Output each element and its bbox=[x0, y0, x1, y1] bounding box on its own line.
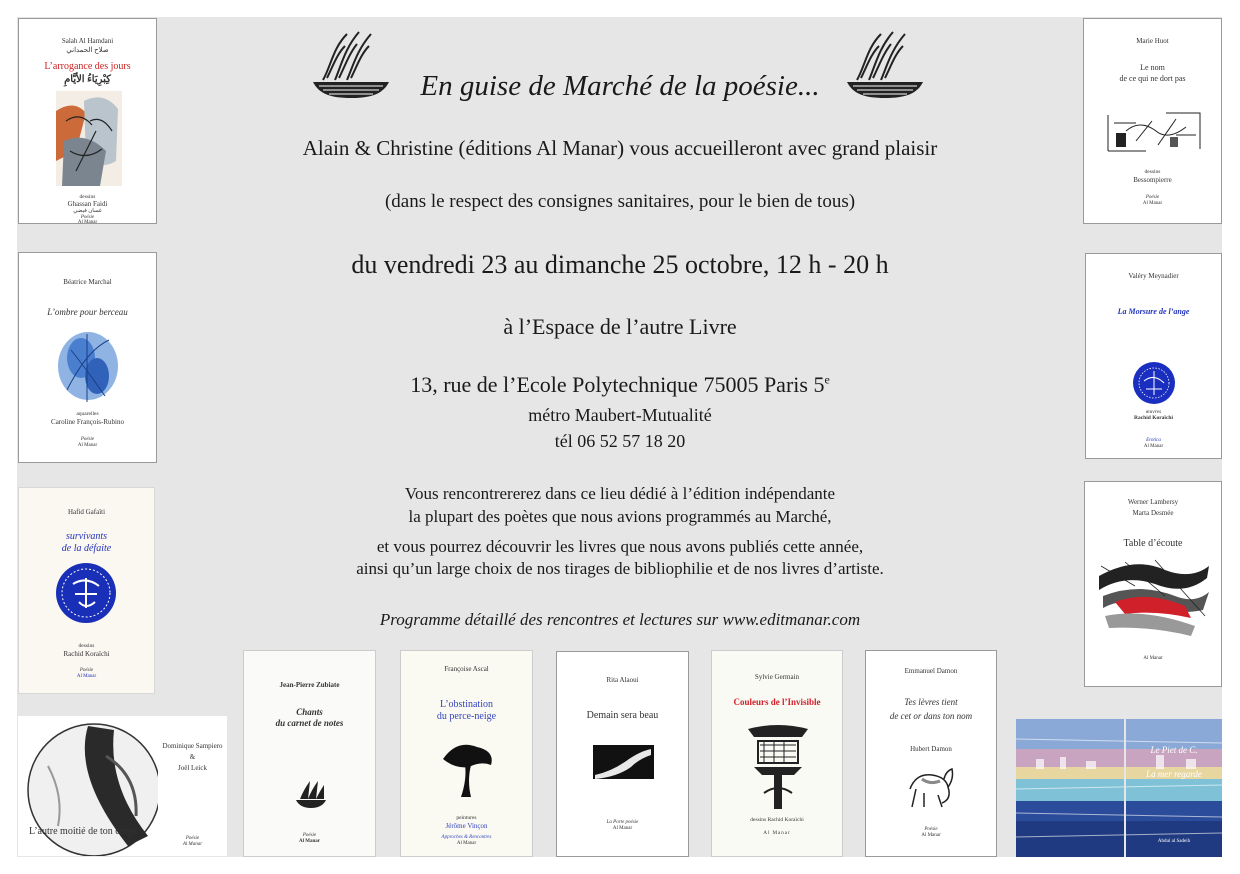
book-artist: Rachid Koraïchi bbox=[63, 650, 110, 658]
book-cover-autre-moitie bbox=[18, 716, 227, 856]
description-line-4: ainsi qu’un large choix de nos tirages de bibliophilie et de nos livres d’artiste. bbox=[356, 559, 884, 578]
book-artist: Bessompierre bbox=[1133, 176, 1172, 184]
book-artist: Abdul al Sadeih bbox=[1157, 839, 1191, 844]
book-publisher: Al Manar bbox=[299, 839, 320, 844]
illustration-faces bbox=[56, 91, 122, 186]
illustration-blue-watercolor bbox=[57, 330, 119, 406]
book-publisher: Al Manar bbox=[1143, 656, 1163, 661]
illustration-black-tree bbox=[437, 739, 497, 799]
book-title-arabic: كِبْرِيَاءُ الأيَّامِ bbox=[64, 74, 111, 85]
book-title: La Morsure de l’ange bbox=[1117, 307, 1190, 316]
book-artist-arabic: غسان فيضي bbox=[73, 208, 102, 214]
book-publisher: Al Manar bbox=[921, 833, 941, 838]
book-credit: dessins bbox=[1144, 169, 1161, 175]
book-series: Poésie bbox=[302, 833, 317, 838]
metro-line: métro Maubert-Mutualité bbox=[528, 405, 712, 425]
book-title-line-2: du carnet de notes bbox=[275, 718, 344, 728]
illustration-ink-sketch bbox=[1106, 111, 1202, 155]
book-publisher: Al Manar bbox=[612, 826, 633, 831]
book-publisher: Al Manar bbox=[1142, 201, 1163, 206]
book-author-arabic: صلاح الحمداني bbox=[66, 46, 109, 54]
event-dates: du vendredi 23 au dimanche 25 octobre, 12 h - 20 h bbox=[351, 250, 889, 279]
book-series: Approches & Rencontres bbox=[441, 835, 492, 840]
book-title-line-2: de cet or dans ton nom bbox=[889, 711, 973, 721]
book-cover-obstination bbox=[400, 650, 533, 857]
hosts-line: Alain & Christine (éditions Al Manar) vous accueilleront avec grand plaisir bbox=[302, 136, 938, 160]
book-credit: aquarelles bbox=[76, 411, 99, 417]
book-author: Salah Al Hamdani bbox=[61, 37, 114, 45]
address-sup: e bbox=[824, 372, 830, 387]
book-title-line-2: du perce-neige bbox=[436, 711, 497, 722]
book-title-line-1: Le nom bbox=[1140, 63, 1165, 72]
book-author-1: Dominique Sampiero bbox=[162, 742, 223, 750]
book-author: Marie Huot bbox=[1136, 37, 1169, 45]
book-title-line-1: Chants bbox=[296, 707, 323, 717]
book-publisher: Al Manar bbox=[763, 831, 791, 836]
book-author-separator: & bbox=[189, 753, 196, 761]
illustration-totem bbox=[744, 723, 812, 811]
illustration-blue-disc bbox=[1132, 361, 1176, 405]
book-author: Béatrice Marchal bbox=[63, 278, 112, 286]
program-link[interactable]: Programme détaillé des rencontres et lectures sur www.editmanar.com bbox=[379, 610, 861, 629]
book-title: Couleurs de l’Invisible bbox=[733, 697, 821, 707]
book-cover-couleurs-invisible bbox=[711, 650, 843, 857]
book-author-2: Joël Leick bbox=[178, 764, 207, 772]
book-title-line-2: de la défaite bbox=[61, 543, 112, 554]
book-cover-survivants bbox=[18, 487, 155, 694]
book-artist: Ghassan Faidi bbox=[67, 200, 108, 208]
book-cover-arrogance bbox=[18, 18, 157, 224]
book-cover-ombre-pour-berceau bbox=[18, 252, 157, 463]
book-credit: dessins bbox=[79, 194, 96, 200]
book-title-line-1: survivants bbox=[65, 531, 108, 542]
book-publisher: Al Manar bbox=[456, 841, 477, 846]
book-credit: dessins Rachid Koraïchi bbox=[750, 817, 804, 823]
book-cover-painting bbox=[1016, 719, 1222, 857]
book-credit: œuvres bbox=[1145, 409, 1162, 415]
book-series: Erotica bbox=[1146, 438, 1161, 443]
book-series: Poésie bbox=[1145, 195, 1160, 200]
book-title-line-1: Le Piet de C. bbox=[1150, 745, 1198, 755]
book-title-line-1: Tes lèvres tient bbox=[904, 697, 958, 707]
description-line-1: Vous rencontrererez dans ce lieu dédié à l’édition indépendante bbox=[404, 484, 836, 503]
illustration-dark-photo bbox=[593, 745, 654, 779]
book-author-1: Werner Lambersy bbox=[1127, 498, 1179, 506]
book-series: Poésie bbox=[924, 827, 938, 832]
sanitary-notice: (dans le respect des consignes sanitaires, pour le bien de tous) bbox=[384, 191, 856, 212]
book-author: Valéry Meynadier bbox=[1128, 272, 1179, 280]
book-publisher: Al Manar bbox=[182, 842, 203, 847]
address-text: 13, rue de l’Ecole Polytechnique 75005 Paris 5 bbox=[410, 372, 825, 397]
book-title: L’ombre pour berceau bbox=[47, 307, 128, 317]
illustration-blue-calligraphy-disc bbox=[55, 562, 117, 624]
book-cover-chants bbox=[243, 650, 376, 857]
book-title-line-2: La mer regarde bbox=[1146, 769, 1202, 779]
book-cover-morsure-ange bbox=[1085, 253, 1222, 459]
book-author: Emmanuel Damon bbox=[904, 667, 958, 675]
event-venue: à l’Espace de l’autre Livre bbox=[503, 314, 737, 339]
event-address bbox=[0, 372, 1240, 398]
description-line-2: la plupart des poètes que nous avions programmés au Marché, bbox=[408, 507, 832, 526]
book-title: Demain sera beau bbox=[586, 710, 659, 721]
book-title-line-2: de ce qui ne dort pas bbox=[1119, 74, 1186, 83]
book-author-2: Marta Desmée bbox=[1132, 509, 1174, 517]
book-title: L’arrogance des jours bbox=[44, 61, 131, 72]
book-cover-table-ecoute bbox=[1084, 481, 1222, 687]
book-publisher: Al Manar bbox=[1143, 444, 1164, 449]
book-artist: Rachid Koraïchi bbox=[1134, 415, 1173, 421]
illustration-ship-small-icon bbox=[294, 779, 328, 809]
book-artist: Caroline François-Rubino bbox=[51, 418, 124, 426]
book-series: Poésie bbox=[79, 668, 94, 673]
book-cover-demain-sera-beau bbox=[556, 651, 689, 857]
book-artist: Jérôme Vinçon bbox=[445, 822, 488, 830]
book-publisher: Al Manar bbox=[76, 674, 97, 679]
book-author: Jean-Pierre Zubiate bbox=[279, 681, 340, 689]
book-artist: Hubert Damon bbox=[910, 745, 952, 753]
illustration-ink-wave bbox=[1095, 556, 1213, 642]
book-publisher: Al Manar bbox=[77, 220, 98, 224]
book-credit: dessins bbox=[78, 643, 95, 649]
book-author: Hafid Gafaïti bbox=[67, 508, 106, 516]
book-author: Rita Alaoui bbox=[606, 676, 639, 684]
book-title-line-1: L’obstination bbox=[440, 699, 493, 710]
book-author: Françoise Ascal bbox=[444, 665, 489, 673]
book-series: Poésie bbox=[185, 836, 200, 841]
book-cover-le-nom bbox=[1083, 18, 1222, 224]
book-series: Poésie bbox=[80, 215, 95, 220]
book-publisher: Al Manar bbox=[77, 443, 98, 448]
description-line-3: et vous pourrez découvrir les livres que nous avons publiés cette année, bbox=[376, 537, 864, 556]
book-cover-tes-levres bbox=[865, 650, 997, 857]
book-series: La Porte poésie bbox=[606, 820, 639, 825]
illustration-animal-sketch bbox=[902, 759, 960, 809]
book-author: Sylvie Germain bbox=[754, 673, 800, 681]
book-title: L’autre moitié de ton corps bbox=[29, 826, 137, 837]
phone-line: tél 06 52 57 18 20 bbox=[554, 431, 686, 451]
book-series: Poésie bbox=[80, 437, 95, 442]
illustration-blue-painting bbox=[1016, 719, 1222, 857]
book-credit: peintures bbox=[456, 815, 477, 821]
book-title: Table d’écoute bbox=[1123, 538, 1183, 549]
page-title: En guise de Marché de la poésie... bbox=[420, 70, 820, 102]
